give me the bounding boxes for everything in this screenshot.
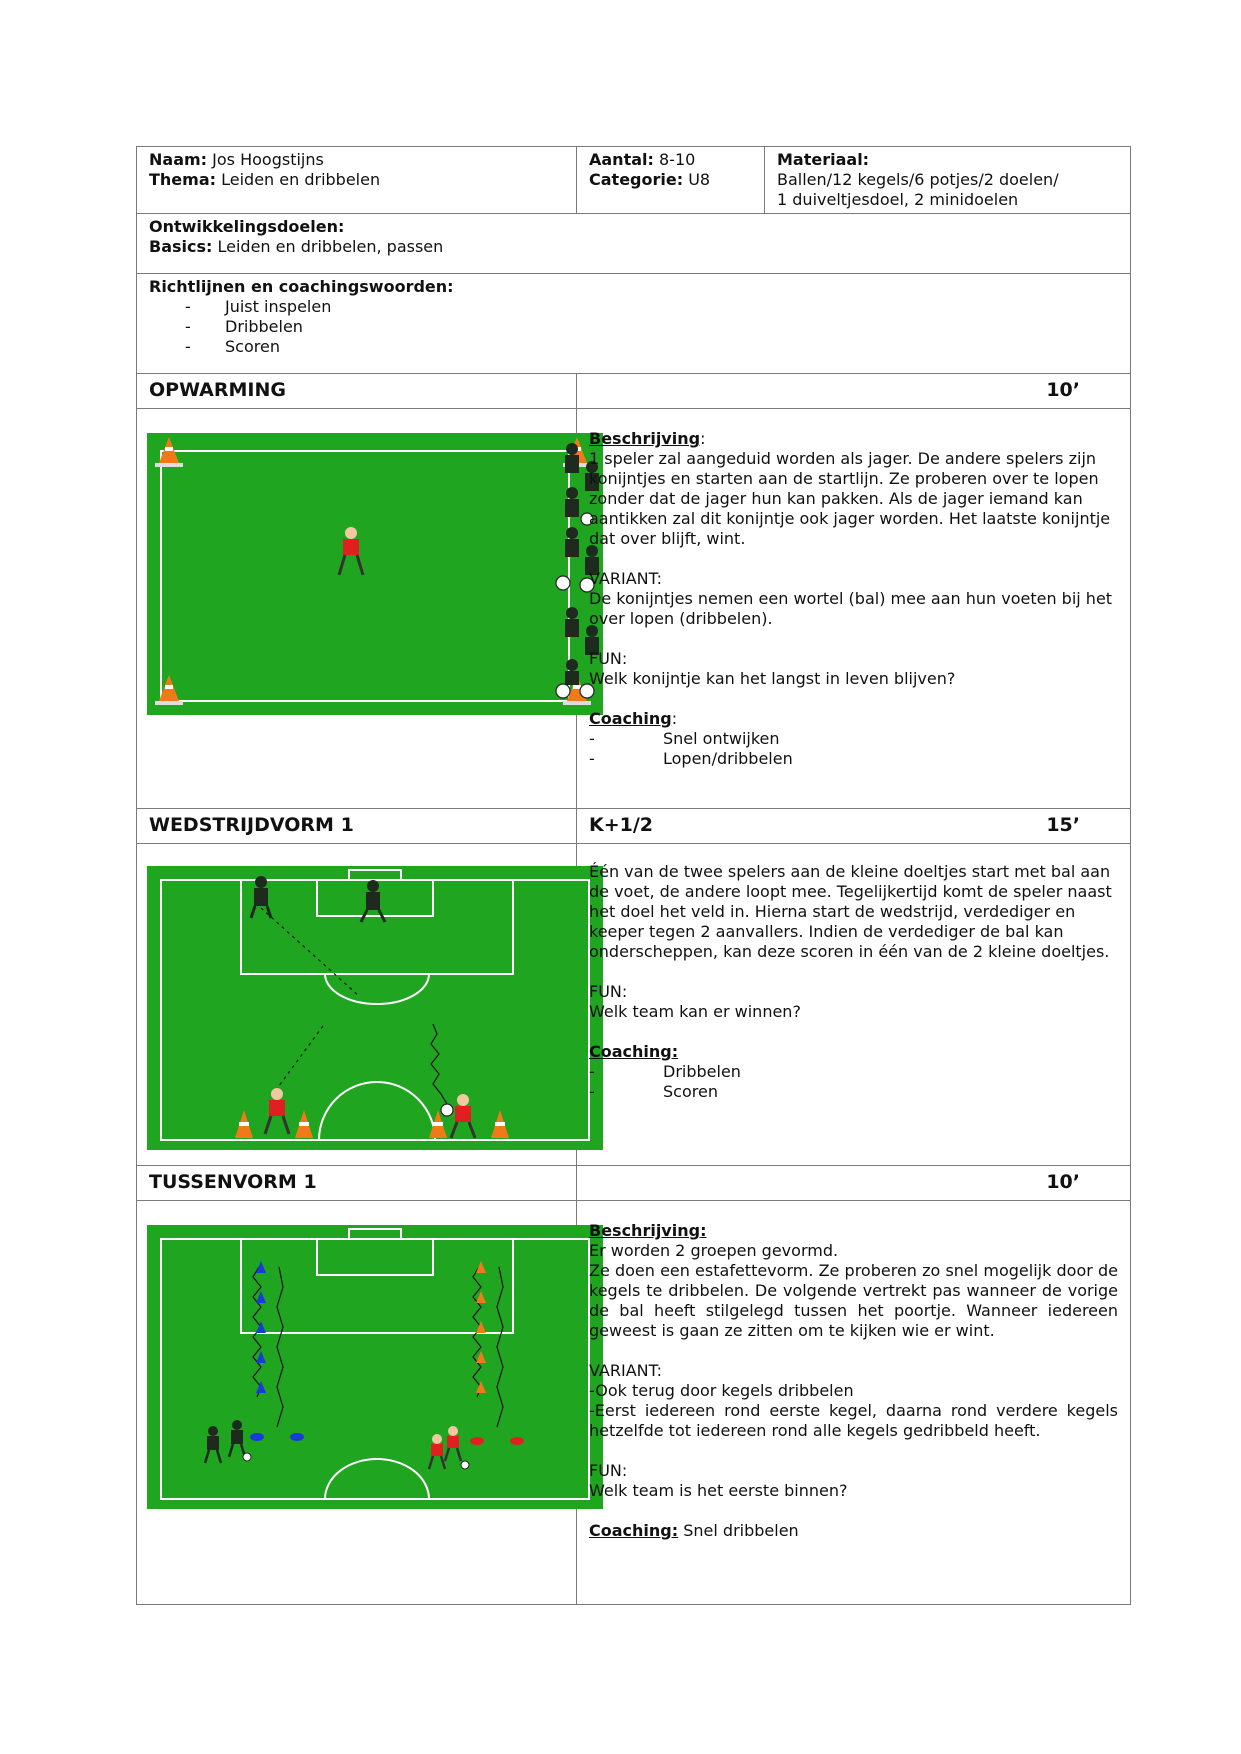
list-item: - Scoren	[185, 337, 280, 356]
tussenvorm-pitch-diagram	[147, 1225, 603, 1509]
fun-label: FUN:	[589, 649, 628, 668]
opwarming-title-cell	[137, 374, 577, 409]
list-item: - Dribbelen	[589, 1062, 741, 1081]
richtlijnen-cell	[137, 274, 1131, 374]
wedstrijd-title-cell	[137, 809, 577, 844]
list-item: - Lopen/dribbelen	[589, 749, 793, 768]
aantal-value: 8-10	[659, 150, 696, 169]
thema-value: Leiden en dribbelen	[221, 170, 381, 189]
materiaal-label: Materiaal:	[777, 150, 870, 169]
list-item: - Juist inspelen	[185, 297, 332, 316]
wedstrijd-diagram-cell	[137, 844, 577, 1166]
wedstrijd-pitch-diagram	[147, 866, 603, 1150]
basics-label: Basics:	[149, 237, 213, 256]
opwarming-title: OPWARMING	[149, 379, 286, 401]
coaching-label: Coaching:	[589, 1521, 679, 1540]
richtlijnen-title: Richtlijnen en coachingswoorden:	[149, 277, 454, 296]
coaching-label: Coaching:	[589, 1042, 679, 1061]
tussenvorm-beschrijving-2: Ze doen een estafettevorm. Ze proberen zo snel mogelijk door de kegels te dribbelen. De volgende vertrekt pas wanneer de vorige de bal heeft stilgelegd tussen het poortje. Wanneer iedereen geweest is gaan ze zitten om te kijken wie er wint.	[589, 1261, 1118, 1340]
tussenvorm-diagram-cell	[137, 1201, 577, 1605]
fun-label: FUN:	[589, 982, 628, 1001]
naam-label: Naam:	[149, 150, 208, 169]
tussenvorm-title-cell	[137, 1166, 577, 1201]
wedstrijd-title: WEDSTRIJDVORM 1	[149, 814, 354, 836]
opwarming-variant: De konijntjes nemen een wortel (bal) mee aan hun voeten bij het over lopen (dribbelen).	[589, 589, 1113, 628]
training-sheet	[136, 146, 1130, 1605]
variant-label: VARIANT:	[589, 1361, 663, 1380]
tussenvorm-variant-2: -Eerst iedereen rond eerste kegel, daarna rond verdere kegels hetzelfde tot iedereen rond alle kegels gedribbeld heeft.	[589, 1401, 1118, 1440]
coaching-label: Coaching	[589, 709, 672, 728]
opwarming-time-cell	[577, 374, 1131, 409]
variant-label: VARIANT:	[589, 569, 663, 588]
naam-cell	[137, 147, 577, 214]
wedstrijd-format: K+1/2	[589, 814, 654, 836]
basics-value: Leiden en dribbelen, passen	[217, 237, 444, 256]
aantal-label: Aantal:	[589, 150, 654, 169]
tussenvorm-variant-1: -Ook terug door kegels dribbelen	[589, 1381, 854, 1400]
opwarming-fun: Welk konijntje kan het langst in leven blijven?	[589, 669, 956, 688]
tussenvorm-fun: Welk team is het eerste binnen?	[589, 1481, 848, 1500]
tussenvorm-description	[577, 1201, 1131, 1605]
wedstrijd-format-cell	[577, 809, 1131, 844]
categorie-label: Categorie:	[589, 170, 684, 189]
beschrijving-label: Beschrijving	[589, 429, 701, 448]
tussenvorm-time: 10’	[1046, 1171, 1080, 1193]
list-item: - Snel ontwijken	[589, 729, 780, 748]
tussenvorm-title: TUSSENVORM 1	[149, 1171, 317, 1193]
opwarming-beschrijving: 1 speler zal aangeduid worden als jager. De andere spelers zijn konijntjes en starten aan de startlijn. Ze proberen over te lopen zonder dat de jager hun kan pakken. Als de jager iemand kan aantikken zal dit konijntje ook jager worden. Het laatste konijntje dat over blijft, wint.	[589, 449, 1111, 548]
list-item: - Scoren	[589, 1082, 718, 1101]
materiaal-line-1: Ballen/12 kegels/6 potjes/2 doelen/	[777, 170, 1059, 189]
opwarming-pitch-diagram	[147, 433, 603, 715]
materiaal-line-2: 1 duiveltjesdoel, 2 minidoelen	[777, 190, 1019, 209]
materiaal-cell	[765, 147, 1131, 214]
fun-label: FUN:	[589, 1461, 628, 1480]
ontwikkeling-cell	[137, 214, 1131, 274]
wedstrijd-description	[577, 844, 1131, 1166]
beschrijving-label: Beschrijving:	[589, 1221, 707, 1240]
tussenvorm-beschrijving-1: Er worden 2 groepen gevormd.	[589, 1241, 839, 1260]
ontwikkeling-title: Ontwikkelingsdoelen:	[149, 217, 345, 236]
wedstrijd-time: 15’	[1046, 814, 1080, 836]
opwarming-description: Beschrijving: 1 speler zal aangeduid worden als jager. De andere spelers zijn konijntjes en starten aan de startlijn. Ze proberen over te lopen zonder dat de jager hun kan pakken. Als de jager iemand kan aantikken zal dit konijntje ook jager worden. Het laatste konijntje dat over blijft, wint. VARIANT: De konijntjes nemen een wortel (bal) mee aan hun voeten bij het over lopen (dribbelen). FUN: Welk konijntje kan het langst in leven blijven? Coaching: - Snel ontwijken - Lopen/dribbelen	[577, 409, 1131, 809]
tussenvorm-coaching: Snel dribbelen	[683, 1521, 799, 1540]
naam-value: Jos Hoogstijns	[212, 150, 324, 169]
categorie-value: U8	[688, 170, 711, 189]
list-item: - Dribbelen	[185, 317, 303, 336]
opwarming-diagram-cell	[137, 409, 577, 809]
tussenvorm-time-cell	[577, 1166, 1131, 1201]
training-table	[136, 146, 1131, 1605]
wedstrijd-beschrijving: Één van de twee spelers aan de kleine doeltjes start met bal aan de voet, de andere loopt mee. Tegelijkertijd komt de speler naast het doel het veld in. Hierna start de wedstrijd, verdediger en keeper tegen 2 aanvallers. Indien de verdediger de bal kan onderscheppen, kan deze scoren in één van de 2 kleine doeltjes.	[589, 862, 1112, 961]
thema-label: Thema:	[149, 170, 217, 189]
opwarming-time: 10’	[1046, 379, 1080, 401]
ball-icon	[441, 1104, 453, 1116]
wedstrijd-fun: Welk team kan er winnen?	[589, 1002, 801, 1021]
aantal-cell	[577, 147, 765, 214]
